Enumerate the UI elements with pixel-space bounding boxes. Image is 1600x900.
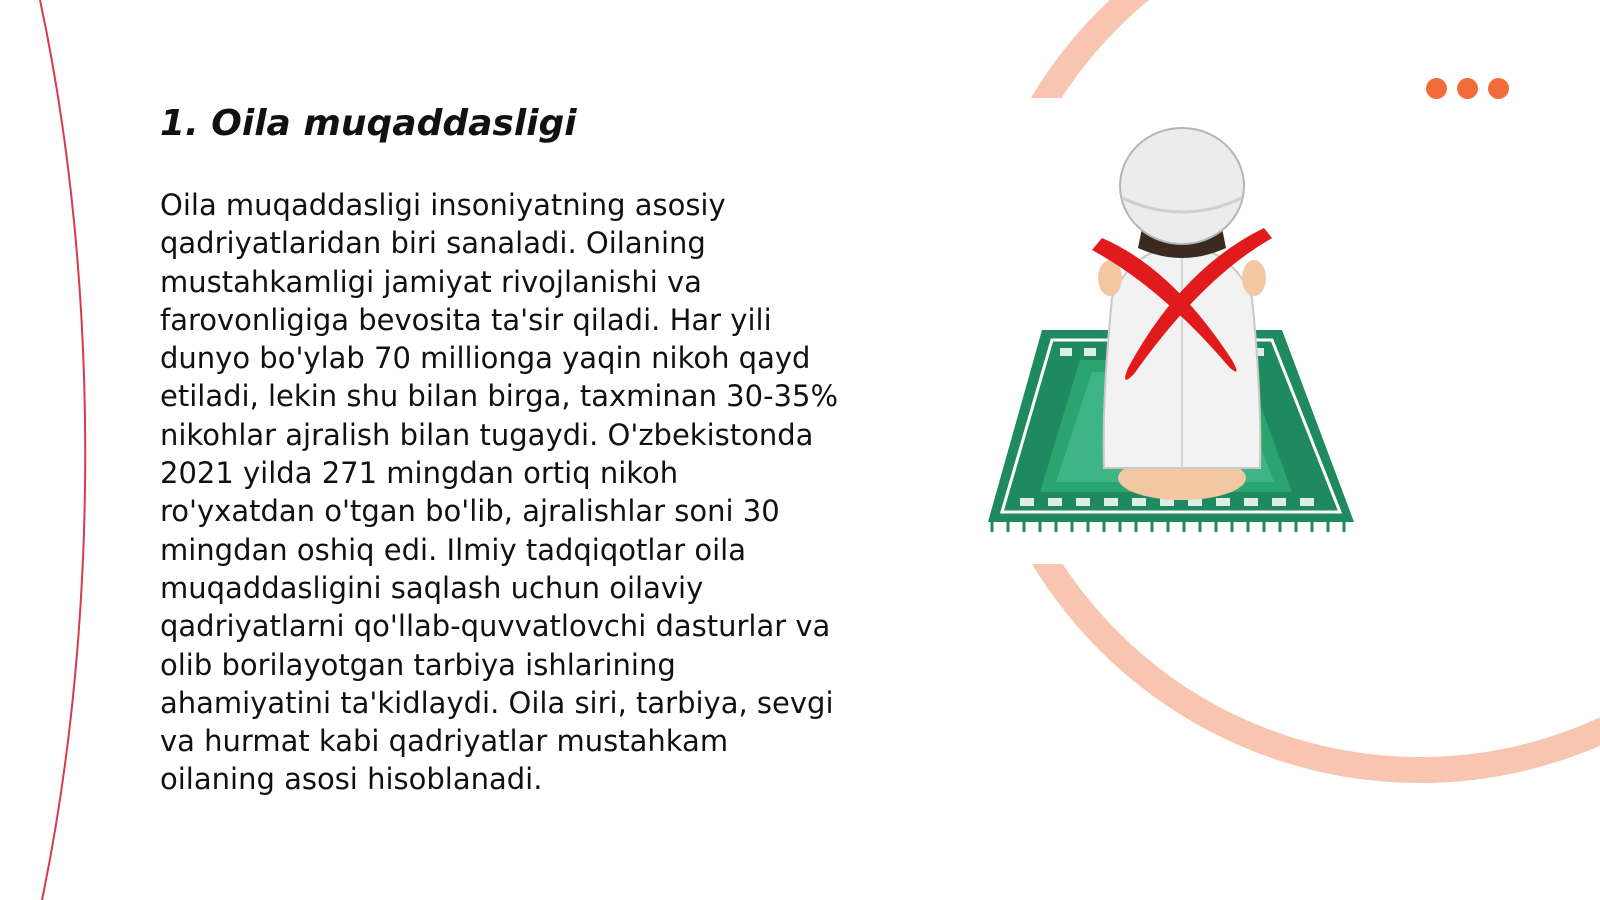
dot-icon <box>1457 78 1478 99</box>
decorative-dots <box>1426 78 1516 102</box>
illustration-card <box>952 98 1398 564</box>
left-curve-line <box>40 0 85 900</box>
dot-icon <box>1488 78 1509 99</box>
slide-title: 1. Oila muqaddasligi <box>160 103 577 144</box>
slide-body-text: Oila muqaddasligi insoniyatning asosiy qadriyatlaridan biri sanaladi. Oilaning mustahkamligi jamiyat rivojlanishi va farovonligiga bevosita ta'sir qiladi. Har yili dunyo bo'ylab 70 millionga yaqin nikoh qayd etiladi, lekin shu bilan birga, taxminan 30-35% nikohlar ajralish bilan tugaydi. O'zbekistonda 2021 yilda 271 mingdan ortiq nikoh ro'yxatdan o'tgan bo'lib, ajralishlar soni 30 mingdan oshiq edi. Ilmiy tadqiqotlar oila muqaddasligini saqlash uchun oilaviy qadriyatlarni qo'llab-quvvatlovchi dasturlar va olib borilayotgan tarbiya ishlarining ahamiyatini ta'kidlaydi. Oila siri, tarbiya, sevgi va hurmat kabi qadriyatlar mustahkam oilaning asosi hisoblanadi. <box>160 188 839 797</box>
dot-icon <box>1426 78 1447 99</box>
praying-man-crossed-out-illustration <box>952 98 1398 564</box>
